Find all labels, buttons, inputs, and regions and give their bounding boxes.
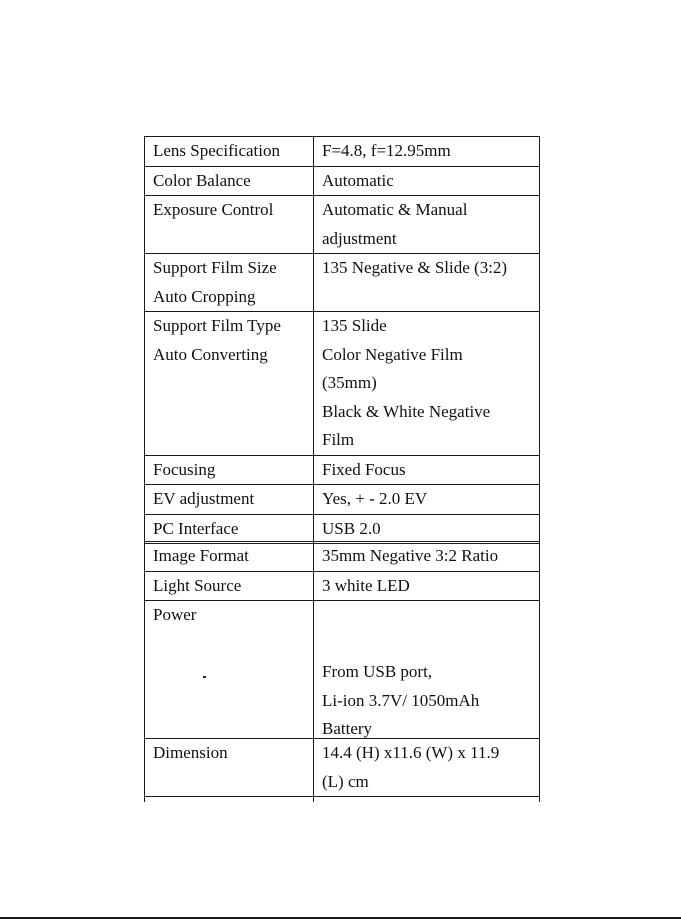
spec-value: 3 white LED	[314, 571, 540, 601]
spec-value: Automatic & Manual adjustment	[314, 196, 540, 254]
spec-label: Exposure Control	[145, 196, 314, 254]
spec-value: From USB port, Li-ion 3.7V/ 1050mAh Battery	[322, 662, 480, 738]
spec-value: 135 Negative & Slide (3:2)	[314, 254, 540, 312]
spec-label: Support Film Size Auto Cropping	[145, 254, 314, 312]
table-row-cut	[145, 797, 540, 803]
table-row	[145, 485, 540, 515]
table-row	[145, 542, 540, 572]
table-row	[145, 739, 540, 797]
spec-value-cell	[314, 601, 540, 739]
table-row	[145, 312, 540, 456]
spec-value: F=4.8, f=12.95mm	[314, 137, 540, 167]
spec-label: Color Balance	[145, 166, 314, 196]
table-row	[145, 571, 540, 601]
spec-label: PC Interface	[145, 514, 314, 544]
spec-value-clip	[322, 630, 539, 738]
spec-value: USB 2.0	[314, 514, 540, 544]
spec-label: Focusing	[145, 455, 314, 485]
spec-label: Image Format	[145, 542, 314, 572]
table-row	[145, 601, 540, 739]
spec-label: Dimension	[145, 739, 314, 797]
spec-label: EV adjustment	[145, 485, 314, 515]
spec-label: Lens Specification	[145, 137, 314, 167]
table-row	[145, 196, 540, 254]
spec-table-bottom	[144, 541, 540, 802]
table-row	[145, 455, 540, 485]
table-row	[145, 166, 540, 196]
spec-label: Support Film Type Auto Converting	[145, 312, 314, 456]
spec-value: Fixed Focus	[314, 455, 540, 485]
empty-cell	[145, 797, 314, 803]
spec-value: 135 Slide Color Negative Film (35mm) Black & White Negative Film	[314, 312, 540, 456]
page-bottom-rule	[0, 917, 681, 919]
spec-label: Power	[145, 601, 314, 739]
table-row	[145, 514, 540, 544]
empty-cell	[314, 797, 540, 803]
spec-value: 14.4 (H) x11.6 (W) x 11.9 (L) cm	[314, 739, 540, 797]
table-row	[145, 137, 540, 167]
spec-value: 35mm Negative 3:2 Ratio	[314, 542, 540, 572]
spec-table-top	[144, 136, 540, 544]
spec-label: Light Source	[145, 571, 314, 601]
table-row	[145, 254, 540, 312]
spec-value: Yes, + - 2.0 EV	[314, 485, 540, 515]
spec-value: Automatic	[314, 166, 540, 196]
stray-mark	[203, 676, 206, 678]
